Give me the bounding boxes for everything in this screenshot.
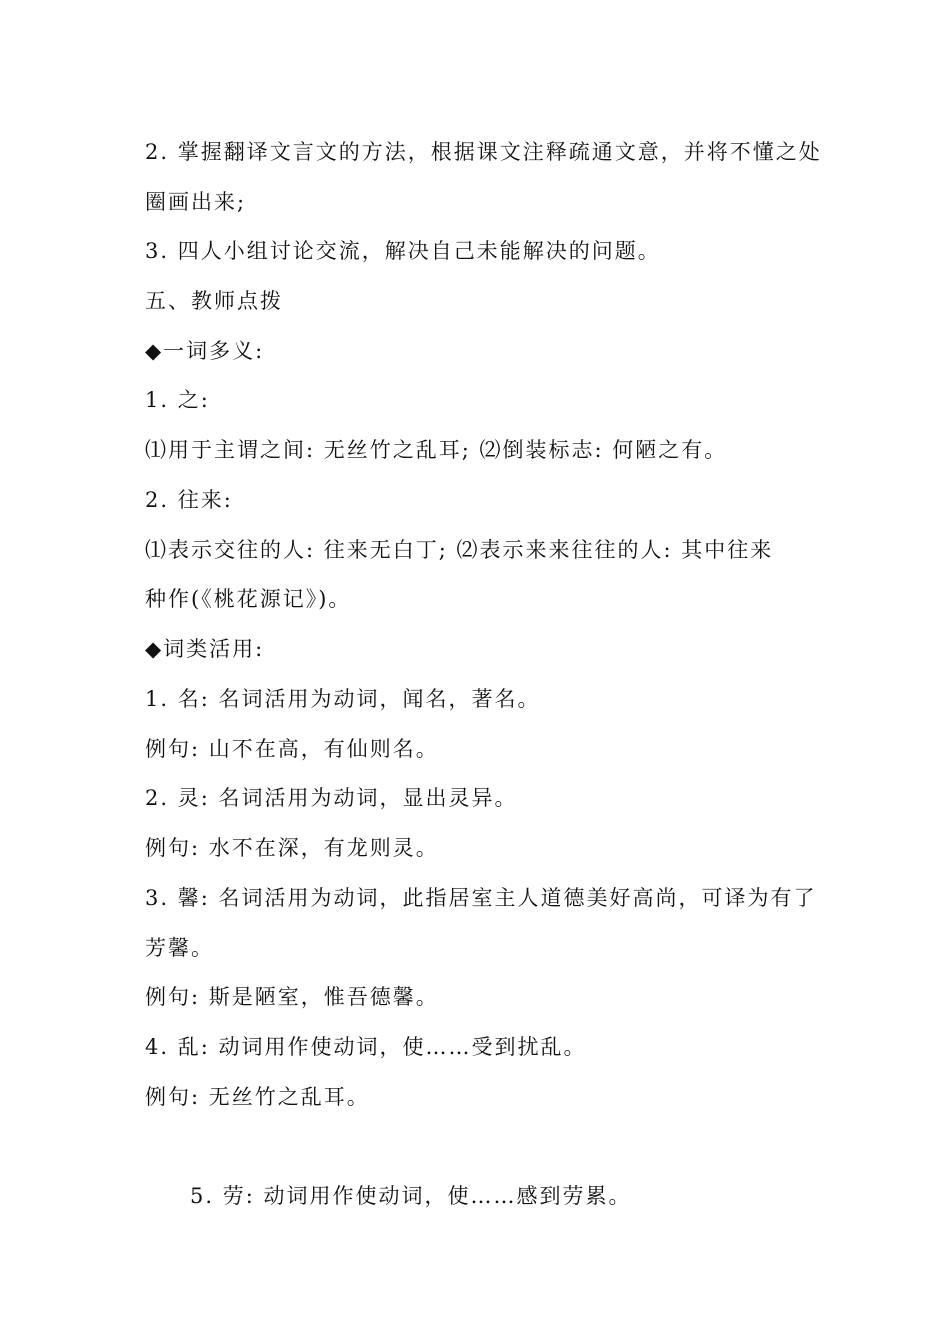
text-line-wanglai-usages-cont: 种作(《桃花源记》)。 [145,587,352,611]
text-line-wanglai-usages: ⑴表示交往的人: 往来无白丁; ⑵表示来来往往的人: 其中往来 [145,538,774,562]
text-line-zhi-usages: ⑴用于主谓之间: 无丝竹之乱耳; ⑵倒装标志: 何陋之有。 [145,438,728,462]
section-heading-teacher-guidance: 五、教师点拨 [145,289,283,313]
text-line-example-luan: 例句: 无丝竹之乱耳。 [145,1085,370,1109]
subheading-word-class-shift: ◆词类活用: [145,637,265,661]
text-line-objective-3: 3. 四人小组讨论交流，解决自己未能解决的问题。 [145,239,661,263]
text-line-item-lao: 5. 劳: 动词用作使动词，使……感到劳累。 [190,1184,632,1208]
text-line-item-wanglai: 2. 往来: [145,488,233,512]
text-line-example-ling: 例句: 水不在深，有龙则灵。 [145,836,439,860]
subheading-polysemy: ◆一词多义: [145,339,265,363]
text-line-example-xin: 例句: 斯是陋室，惟吾德馨。 [145,985,439,1009]
text-line-objective-2-cont: 圈画出来; [145,190,247,214]
text-line-item-xin-cont: 芳馨。 [145,936,214,960]
text-line-item-ling: 2. 灵: 名词活用为动词，显出灵异。 [145,786,518,810]
text-line-item-ming: 1. 名: 名词活用为动词，闻名，著名。 [145,687,541,711]
text-line-item-xin: 3. 馨: 名词活用为动词，此指居室主人道德美好高尚，可译为有了 [145,886,817,910]
text-line-example-ming: 例句: 山不在高，有仙则名。 [145,737,439,761]
text-line-item-luan: 4. 乱: 动词用作使动词，使……受到扰乱。 [145,1035,587,1059]
text-line-objective-2: 2. 掌握翻译文言文的方法，根据课文注释疏通文意，并将不懂之处 [145,140,822,164]
text-line-item-zhi: 1. 之: [145,388,210,412]
